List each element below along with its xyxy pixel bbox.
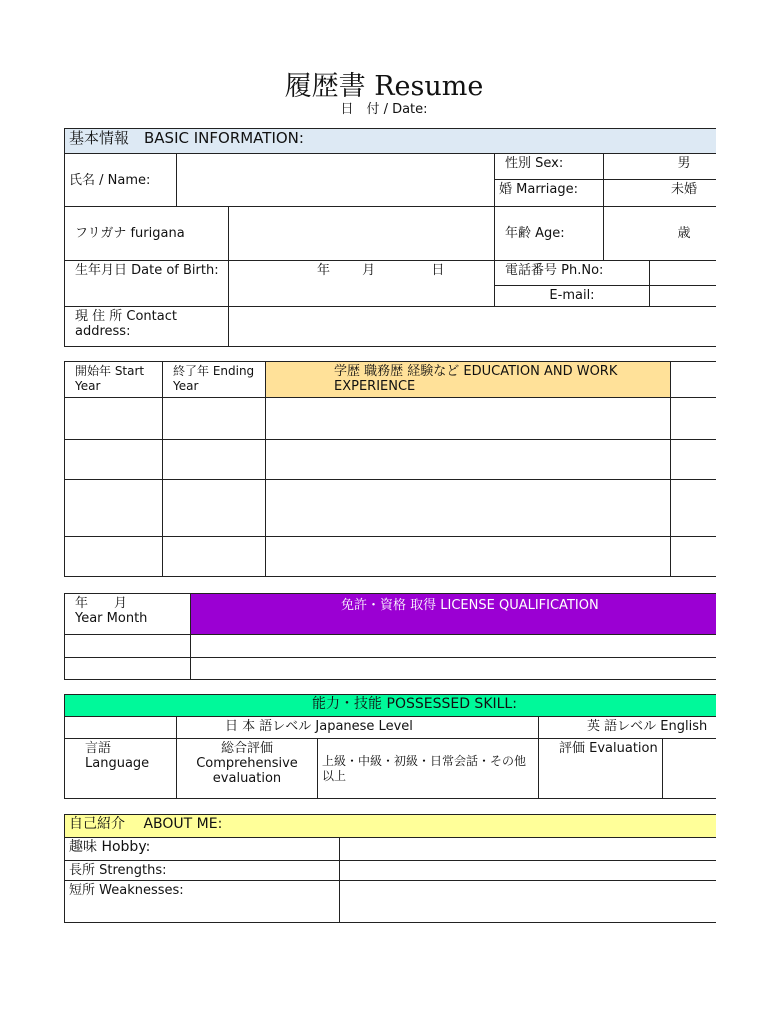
start-year-cell[interactable] bbox=[65, 537, 163, 577]
license-date-cell[interactable] bbox=[65, 658, 191, 680]
license-name-cell[interactable] bbox=[191, 658, 717, 680]
year-month-en: Year Month bbox=[75, 611, 148, 626]
experience-cell[interactable] bbox=[266, 398, 671, 440]
education-header: 学歴 職務歴 経験など EDUCATION AND WORK EXPERIENCE bbox=[266, 362, 671, 398]
basic-information-header: 基本情報 BASIC INFORMATION: bbox=[65, 129, 717, 154]
year-month-jp: 年 月 bbox=[75, 596, 128, 611]
address-field[interactable] bbox=[229, 307, 717, 347]
evaluation-label: 評価 Evaluation bbox=[539, 739, 663, 799]
english-level-header: 英 語レベル English bbox=[539, 717, 717, 739]
education-row bbox=[65, 440, 717, 480]
name-label: 氏名 / Name: bbox=[65, 154, 177, 207]
skills-header: 能力・技能 POSSESSED SKILL: bbox=[65, 695, 717, 717]
language-label: 言語 Language bbox=[65, 739, 177, 799]
education-row bbox=[65, 398, 717, 440]
education-row bbox=[65, 480, 717, 537]
start-year-cell[interactable] bbox=[65, 398, 163, 440]
end-year-cell[interactable] bbox=[163, 398, 266, 440]
email-field[interactable] bbox=[650, 286, 717, 307]
year-month-header bbox=[65, 594, 191, 635]
japanese-level-header: 日 本 語レベル Japanese Level bbox=[177, 717, 539, 739]
dob-year: 年 bbox=[317, 263, 331, 278]
extra-cell[interactable] bbox=[671, 398, 717, 440]
skills-blank-cell bbox=[65, 717, 177, 739]
end-year-cell[interactable] bbox=[163, 480, 266, 537]
extra-cell[interactable] bbox=[671, 537, 717, 577]
dob-field[interactable] bbox=[229, 261, 495, 307]
phone-field[interactable] bbox=[650, 261, 717, 286]
end-year-cell[interactable] bbox=[163, 537, 266, 577]
license-header: 免許・資格 取得 LICENSE QUALIFICATION bbox=[191, 594, 717, 635]
comprehensive-label: 総合評価 Comprehensive evaluation bbox=[177, 739, 318, 799]
furigana-field[interactable] bbox=[229, 207, 495, 261]
weaknesses-field[interactable] bbox=[340, 881, 717, 923]
license-date-cell[interactable] bbox=[65, 635, 191, 658]
start-year-cell[interactable] bbox=[65, 440, 163, 480]
address-label: 現 住 所 Contact address: bbox=[65, 307, 229, 347]
skills-section bbox=[64, 694, 716, 800]
hobby-label: 趣味 Hobby: bbox=[65, 838, 340, 861]
about-me-section bbox=[64, 814, 716, 926]
proficiency-options[interactable]: 上級・中級・初級・日常会話・その他 以上 bbox=[318, 739, 539, 799]
marriage-label: 婚 Marriage: bbox=[495, 180, 604, 207]
hobby-field[interactable] bbox=[340, 838, 717, 861]
experience-cell[interactable] bbox=[266, 440, 671, 480]
experience-cell[interactable] bbox=[266, 480, 671, 537]
extra-cell[interactable] bbox=[671, 440, 717, 480]
license-row bbox=[65, 635, 717, 658]
weaknesses-label: 短所 Weaknesses: bbox=[65, 881, 340, 923]
resume-title: 履歴書 Resume bbox=[284, 71, 484, 102]
extra-cell[interactable] bbox=[671, 480, 717, 537]
start-year-header: 開始年 Start Year bbox=[65, 362, 163, 398]
phone-label: 電話番号 Ph.No: bbox=[495, 261, 650, 286]
dob-label: 生年月日 Date of Birth: bbox=[65, 261, 229, 307]
age-value[interactable]: 歳 bbox=[604, 207, 717, 261]
name-field[interactable] bbox=[177, 154, 495, 207]
age-label: 年齢 Age: bbox=[495, 207, 604, 261]
strengths-label: 長所 Strengths: bbox=[65, 861, 340, 881]
end-year-cell[interactable] bbox=[163, 440, 266, 480]
evaluation-field[interactable] bbox=[663, 739, 717, 799]
education-section bbox=[64, 361, 716, 579]
sex-label: 性別 Sex: bbox=[495, 154, 604, 180]
start-year-cell[interactable] bbox=[65, 480, 163, 537]
license-row bbox=[65, 658, 717, 680]
education-extra-header bbox=[671, 362, 717, 398]
dob-month: 月 bbox=[362, 263, 376, 278]
strengths-field[interactable] bbox=[340, 861, 717, 881]
about-me-header: 自己紹介 ABOUT ME: bbox=[65, 815, 717, 838]
education-row bbox=[65, 537, 717, 577]
dob-day: 日 bbox=[431, 263, 445, 278]
end-year-header: 終了年 Ending Year bbox=[163, 362, 266, 398]
license-name-cell[interactable] bbox=[191, 635, 717, 658]
basic-information-section bbox=[64, 128, 716, 348]
sex-value[interactable]: 男 bbox=[604, 154, 717, 180]
email-label: E-mail: bbox=[495, 286, 650, 307]
experience-cell[interactable] bbox=[266, 537, 671, 577]
license-section bbox=[64, 593, 716, 682]
marriage-value[interactable]: 未婚 bbox=[604, 180, 717, 207]
furigana-label: フリガナ furigana bbox=[65, 207, 229, 261]
date-label: 日 付 / Date: bbox=[340, 102, 428, 117]
